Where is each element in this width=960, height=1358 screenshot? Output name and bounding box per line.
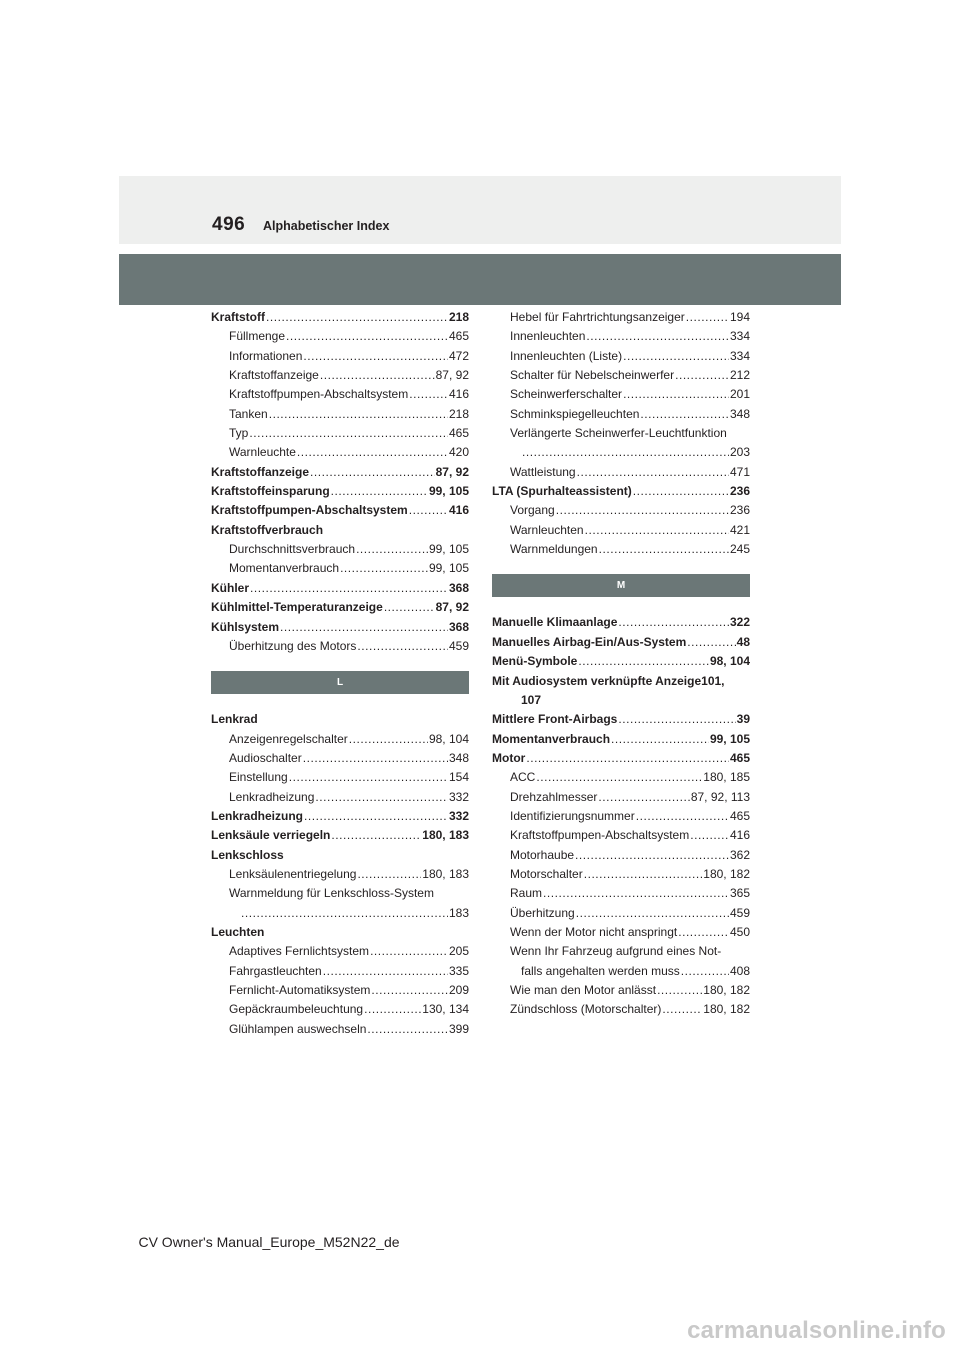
entry-term: Kühlmittel-Temperaturanzeige (211, 600, 383, 615)
entry-term: LTA (Spurhalteassistent) (492, 484, 632, 499)
page-ref: 471 (729, 464, 750, 479)
page-ref: 39 (736, 712, 750, 727)
dot-leader (681, 962, 729, 981)
page-ref: 334 (729, 348, 750, 363)
entry-term: falls angehalten werden muss (521, 963, 680, 978)
index-subentry (211, 904, 469, 923)
index-entry (211, 807, 469, 826)
page-ref: 194 (729, 310, 750, 324)
index-subentry (492, 884, 750, 903)
title-bar (119, 254, 841, 305)
dot-leader (636, 807, 729, 826)
page-ref: 180, 185 (703, 770, 750, 785)
page-ref: 472 (448, 348, 469, 363)
index-subentry (492, 308, 750, 327)
entry-term: Fahrgastleuchten (229, 963, 322, 978)
page-ref: 465 (448, 329, 469, 344)
index-subentry (211, 559, 469, 578)
page-number: 496 (212, 214, 246, 235)
footer (0, 1234, 960, 1250)
index-subentry (211, 540, 469, 559)
page-ref: 236 (729, 503, 750, 518)
index-subentry (492, 846, 750, 865)
page-ref: 365 (729, 886, 750, 901)
dot-leader (409, 385, 448, 404)
entry-term: Typ (229, 426, 249, 441)
page-ref: 180, 182 (703, 983, 750, 997)
dot-leader (686, 308, 729, 327)
entry-term: Wenn der Motor nicht anspringt (510, 924, 678, 939)
page-ref: 334 (729, 329, 750, 344)
index-subentry (492, 540, 750, 559)
dot-leader (575, 846, 729, 865)
page-ref: 450 (729, 924, 750, 939)
index-entry (211, 501, 469, 520)
dot-leader (315, 788, 448, 807)
entry-term: Manuelle Klimaanlage (492, 615, 618, 630)
entry-term: Lenksäule verriegeln (211, 828, 331, 843)
index-subentry (492, 463, 750, 482)
entry-term: Wattleistung (510, 464, 576, 479)
index-subentry (211, 962, 469, 981)
index-subentry (492, 826, 750, 845)
index-subentry (492, 865, 750, 884)
index-column-right (492, 308, 750, 1020)
index-entry (492, 749, 750, 768)
index-subentry-text: 107 (521, 692, 542, 707)
entry-term: Kraftstoff (211, 310, 265, 324)
entry-term: Kraftstoffanzeige (211, 464, 310, 479)
index-subentry (211, 730, 469, 749)
index-subentry (211, 443, 469, 462)
entry-term: Anzeigenregelschalter (229, 731, 348, 746)
index-subentry (211, 942, 469, 961)
entry-term: Schalter für Nebelscheinwerfer (510, 368, 675, 383)
entry-term: Lenkradheizung (229, 789, 315, 804)
entry-term: Wie man den Motor anlässt (510, 983, 657, 997)
dot-leader (340, 559, 428, 578)
index-entry (211, 463, 469, 482)
entry-term: Kühler (211, 580, 250, 595)
page-ref: 218 (448, 310, 469, 324)
index-subentry (492, 521, 750, 540)
dot-leader (526, 749, 729, 768)
page-ref: 399 (448, 1021, 469, 1036)
dot-leader (370, 942, 448, 961)
footer-text: CV Owner's Manual_Europe_M52N22_de (138, 1234, 400, 1250)
entry-term: Mittlere Front-Airbags (492, 712, 618, 727)
dot-leader (356, 540, 428, 559)
page-ref: 99, 105 (428, 484, 469, 499)
index-entry (211, 482, 469, 501)
page-ref: 459 (448, 638, 469, 653)
page-ref: 180, 182 (703, 866, 750, 881)
dot-leader (331, 826, 421, 845)
page-ref: 465 (448, 426, 469, 441)
index-subentry (211, 981, 469, 1000)
dot-leader (623, 385, 729, 404)
index-heading: Lenkschloss (211, 847, 284, 862)
index-subentry (492, 788, 750, 807)
letter-heading: L (211, 671, 469, 694)
page-ref: 335 (448, 963, 469, 978)
dot-leader (556, 501, 729, 520)
section-title: Alphabetischer Index (263, 219, 390, 233)
entry-term: Kraftstoffpumpen-Abschaltsystem (211, 503, 408, 518)
page-ref: 154 (448, 770, 469, 785)
page-ref: 408 (729, 963, 750, 978)
index-entry (492, 730, 750, 749)
page-ref: 421 (729, 522, 750, 537)
index-subentry (492, 327, 750, 346)
index-subentry (492, 385, 750, 404)
page-ref: 348 (448, 750, 469, 765)
dot-leader (320, 366, 435, 385)
watermark: carmanualsonline.info (687, 1317, 946, 1344)
index-entry (211, 618, 469, 637)
entry-term: Kraftstoffpumpen-Abschaltsystem (229, 387, 409, 402)
page-ref: 180, 183 (422, 828, 469, 843)
dot-leader (266, 308, 448, 327)
page-ref: 368 (448, 580, 469, 595)
page-ref: 99, 105 (428, 561, 469, 576)
dot-leader (297, 443, 448, 462)
page-ref: 209 (448, 983, 469, 997)
page-ref: 87, 92, 113 (690, 789, 750, 804)
page-ref: 212 (729, 368, 750, 383)
dot-leader (371, 981, 448, 1000)
index-subentry (492, 501, 750, 520)
index-subentry-text: Verlängerte Scheinwerfer-Leuchtfunktion (510, 426, 727, 441)
index-heading: Lenkrad (211, 712, 258, 727)
dot-leader (269, 405, 448, 424)
dot-leader (678, 923, 729, 942)
page-ref: 420 (448, 445, 469, 460)
entry-term: Innenleuchten (Liste) (510, 348, 623, 363)
page-ref: 416 (448, 503, 469, 518)
index-subentry (211, 788, 469, 807)
entry-term: Kraftstoffeinsparung (211, 484, 330, 499)
dot-leader (690, 826, 729, 845)
entry-term: Gepäckraumbeleuchtung (229, 1002, 364, 1017)
dot-leader (576, 904, 729, 923)
entry-term: Momentanverbrauch (492, 731, 611, 746)
index-subentry (211, 385, 469, 404)
page-ref: 465 (729, 808, 750, 823)
dot-leader (633, 482, 729, 501)
entry-term: Überhitzung (510, 905, 575, 920)
page-ref: 203 (729, 445, 750, 460)
page-ref: 465 (729, 750, 750, 765)
index-entry (211, 598, 469, 617)
index-subentry-text: Wenn Ihr Fahrzeug aufgrund eines Not- (510, 944, 722, 959)
dot-leader (349, 730, 428, 749)
dot-leader (598, 788, 689, 807)
dot-leader (536, 768, 702, 787)
entry-term: Audioschalter (229, 750, 302, 765)
dot-leader (623, 347, 729, 366)
dot-leader (357, 865, 421, 884)
dot-leader (323, 962, 448, 981)
page-ref: 205 (448, 944, 469, 959)
index-entry (492, 633, 750, 652)
index-column-left (211, 308, 469, 1039)
index-subentry (492, 347, 750, 366)
dot-leader (599, 540, 729, 559)
entry-term: Momentanverbrauch (229, 561, 340, 576)
dot-leader (585, 521, 729, 540)
entry-term: Raum (510, 886, 543, 901)
entry-term: Motor (492, 750, 526, 765)
index-heading: Leuchten (211, 924, 265, 939)
entry-term: Kraftstoffanzeige (229, 368, 319, 383)
page-ref: 332 (448, 808, 469, 823)
dot-leader (286, 327, 448, 346)
page-ref: 322 (729, 615, 750, 630)
page-ref: 48 (736, 634, 750, 649)
entry-term: Überhitzung des Motors (229, 638, 357, 653)
dot-leader (250, 579, 448, 598)
dot-leader (640, 405, 729, 424)
dot-leader (578, 652, 709, 671)
index-subentry (492, 923, 750, 942)
dot-leader (367, 1020, 448, 1039)
page-ref: 245 (729, 542, 750, 557)
index-subentry (211, 768, 469, 787)
index-subentry-text: Warnmeldung für Lenkschloss-System (229, 886, 434, 901)
index-subentry (211, 1000, 469, 1019)
index-subentry (211, 637, 469, 656)
index-subentry (211, 424, 469, 443)
dot-leader (249, 424, 448, 443)
index-subentry (492, 768, 750, 787)
index-heading: Kraftstoffverbrauch (211, 522, 324, 537)
dot-leader (618, 613, 729, 632)
page-ref: 332 (448, 789, 469, 804)
entry-term: ACC (510, 770, 536, 785)
index-subentry (211, 347, 469, 366)
page-ref: 362 (729, 847, 750, 862)
dot-leader (543, 884, 729, 903)
index-entry (492, 482, 750, 501)
entry-term: Hebel für Fahrtrichtungsanzeiger (510, 310, 685, 324)
dot-leader (331, 482, 428, 501)
entry-term: Schminkspiegelleuchten (510, 406, 640, 421)
dot-leader (304, 807, 448, 826)
entry-term: Innenleuchten (510, 329, 586, 344)
dot-leader (289, 768, 448, 787)
dot-leader (675, 366, 729, 385)
entry-term: Warnleuchten (510, 522, 584, 537)
entry-term: Adaptives Fernlichtsystem (229, 944, 370, 959)
dot-leader (303, 347, 448, 366)
page-ref: 416 (729, 828, 750, 843)
entry-term: Menü-Symbole (492, 654, 578, 669)
index-entry (211, 826, 469, 845)
entry-term: Identifizierungsnummer (510, 808, 635, 823)
dot-leader (586, 327, 729, 346)
letter-heading: M (492, 574, 750, 597)
entry-term: Tanken (229, 406, 268, 421)
index-subentry (211, 749, 469, 768)
page-ref: 459 (729, 905, 750, 920)
page-ref: 416 (448, 387, 469, 402)
index-subentry (492, 1000, 750, 1019)
dot-leader (657, 981, 702, 1000)
index-subentry (492, 981, 750, 1000)
index-entry (492, 652, 750, 671)
entry-term: Warnleuchte (229, 445, 296, 460)
index-subentry (211, 1020, 469, 1039)
page-ref: 218 (448, 406, 469, 421)
entry-term: Informationen (229, 348, 303, 363)
index-subentry (492, 405, 750, 424)
entry-term: Vorgang (510, 503, 555, 518)
page-ref: 180, 182 (703, 1002, 750, 1017)
entry-term: Kraftstoffpumpen-Abschaltsystem (510, 828, 690, 843)
dot-leader (662, 1000, 702, 1019)
entry-term: Motorschalter (510, 866, 583, 881)
page-ref: 98, 104 (709, 654, 750, 669)
entry-term: Füllmenge (229, 329, 286, 344)
entry-term: Scheinwerferschalter (510, 387, 623, 402)
dot-leader (618, 710, 735, 729)
index-entry (492, 710, 750, 729)
dot-leader (384, 598, 435, 617)
index-subentry (211, 865, 469, 884)
entry-term: Fernlicht-Automatiksystem (229, 983, 371, 997)
dot-leader (357, 637, 448, 656)
page-ref: 236 (729, 484, 750, 499)
page-ref: 98, 104 (428, 731, 469, 746)
dot-leader (409, 501, 448, 520)
index-subentry (492, 443, 750, 462)
index-heading: Mit Audiosystem verknüpfte Anzeige101, (492, 673, 725, 688)
entry-term: Motorhaube (510, 847, 575, 862)
entry-term: Kühlsystem (211, 619, 280, 634)
index-entry (492, 613, 750, 632)
dot-leader (280, 618, 448, 637)
index-subentry (211, 405, 469, 424)
entry-term: Einstellung (229, 770, 288, 785)
index-subentry (492, 807, 750, 826)
entry-term: Lenkradheizung (211, 808, 304, 823)
dot-leader (687, 633, 735, 652)
index-subentry (211, 327, 469, 346)
page-ref: 99, 105 (428, 542, 469, 557)
index-subentry (211, 366, 469, 385)
index-entry (211, 579, 469, 598)
dot-leader (364, 1000, 421, 1019)
page-ref: 180, 183 (422, 866, 469, 881)
page-ref: 87, 92 (435, 368, 469, 383)
page-ref: 87, 92 (435, 600, 469, 615)
page-ref: 183 (448, 905, 469, 920)
index-subentry (492, 904, 750, 923)
entry-term: Glühlampen auswechseln (229, 1021, 367, 1036)
dot-leader (310, 463, 435, 482)
page-ref: 87, 92 (435, 464, 469, 479)
index-subentry (492, 962, 750, 981)
page-ref: 99, 105 (709, 731, 750, 746)
entry-term: Lenksäulenentriegelung (229, 866, 357, 881)
dot-leader (303, 749, 448, 768)
entry-term: Drehzahlmesser (510, 789, 598, 804)
page-ref: 201 (729, 387, 750, 402)
entry-term: Manuelles Airbag-Ein/Aus-System (492, 634, 687, 649)
dot-leader (611, 730, 709, 749)
dot-leader (577, 463, 729, 482)
index-entry (211, 308, 469, 327)
dot-leader (584, 865, 703, 884)
page-ref: 348 (729, 406, 750, 421)
entry-term: Zündschloss (Motorschalter) (510, 1002, 662, 1017)
entry-term: Warnmeldungen (510, 542, 598, 557)
page-ref: 368 (448, 619, 469, 634)
entry-term: Durchschnittsverbrauch (229, 542, 356, 557)
dot-leader (241, 904, 448, 923)
dot-leader (522, 443, 729, 462)
index-subentry (492, 366, 750, 385)
page-ref: 130, 134 (422, 1002, 469, 1017)
